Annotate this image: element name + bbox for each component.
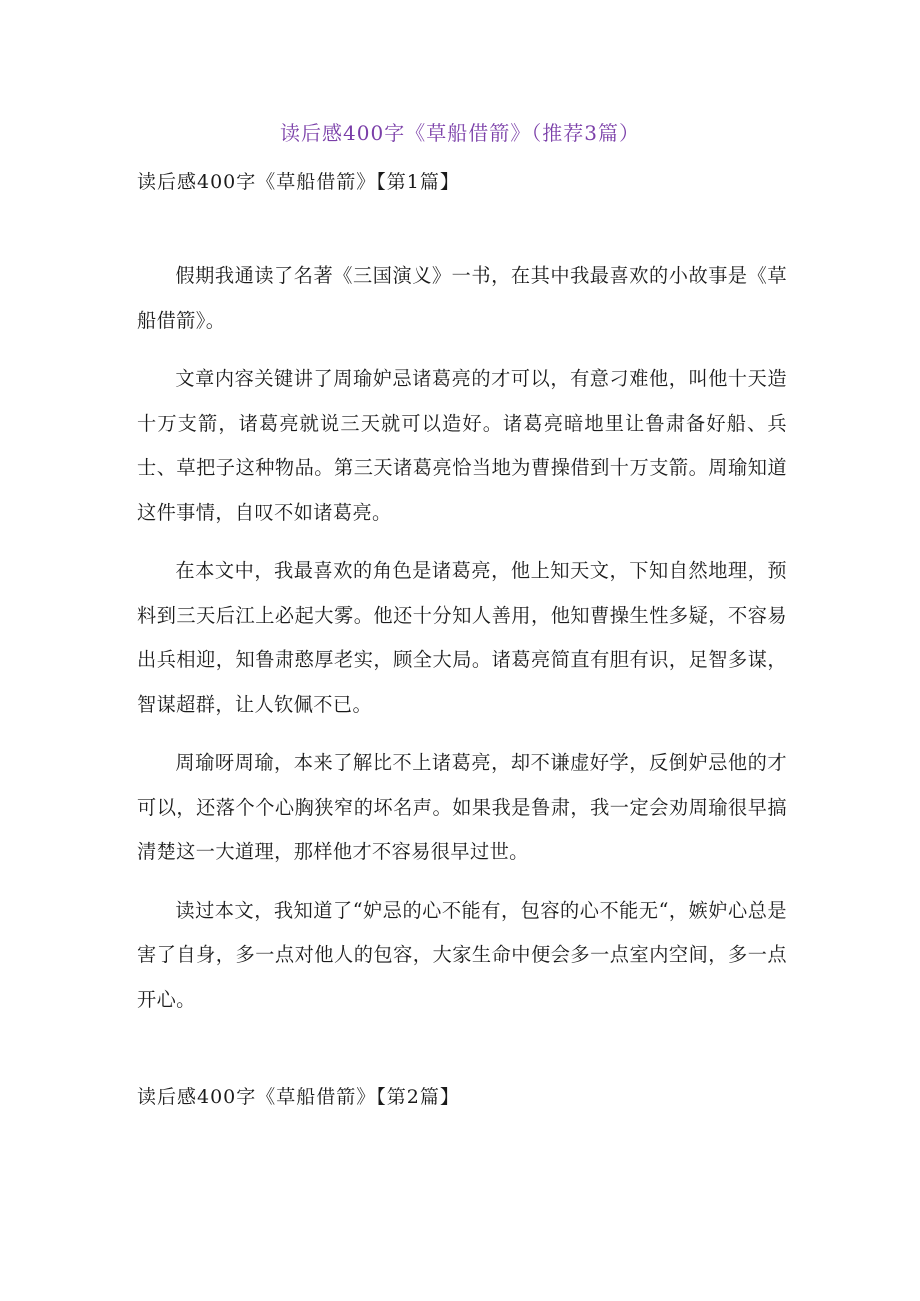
paragraph: 假期我通读了名著《三国演义》一书，在其中我最喜欢的小故事是《草船借箭》。	[137, 264, 787, 332]
paragraph: 读过本文，我知道了“妒忌的心不能有，包容的心不能无“，嫉妒心总是害了自身，多一点对他人的包容，大家生命中便会多一点室内空间，多一点开心。	[137, 898, 787, 1011]
section-1-body	[137, 254, 787, 1036]
paragraph: 文章内容关键讲了周瑜妒忌诸葛亮的才可以，有意刁难他，叫他十天造十万支箭，诸葛亮就说三天就可以造好。诸葛亮暗地里让鲁肃备好船、兵士、草把子这种物品。第三天诸葛亮恰当地为曹操借到十万支箭。周瑜知道这件事情，自叹不如诸葛亮。	[137, 367, 787, 524]
document-title: 读后感400字《草船借箭》（推荐3篇）	[280, 121, 640, 145]
paragraph: 在本文中，我最喜欢的角色是诸葛亮，他上知天文，下知自然地理，预料到三天后江上必起大雾。他还十分知人善用，他知曹操生性多疑，不容易出兵相迎，知鲁肃憨厚老实，顾全大局。诸葛亮简直有胆有识，足智多谋，智谋超群，让人钦佩不已。	[137, 559, 787, 716]
paragraph: 周瑜呀周瑜，本来了解比不上诸葛亮，却不谦虚好学，反倒妒忌他的才可以，还落个个心胸狭窄的坏名声。如果我是鲁肃，我一定会劝周瑜很早搞清楚这一大道理，那样他才不容易很早过世。	[137, 751, 787, 863]
section-heading-2: 读后感400字《草船借箭》【第2篇】	[137, 1086, 460, 1108]
section-heading-1: 读后感400字《草船借箭》【第1篇】	[137, 171, 460, 193]
